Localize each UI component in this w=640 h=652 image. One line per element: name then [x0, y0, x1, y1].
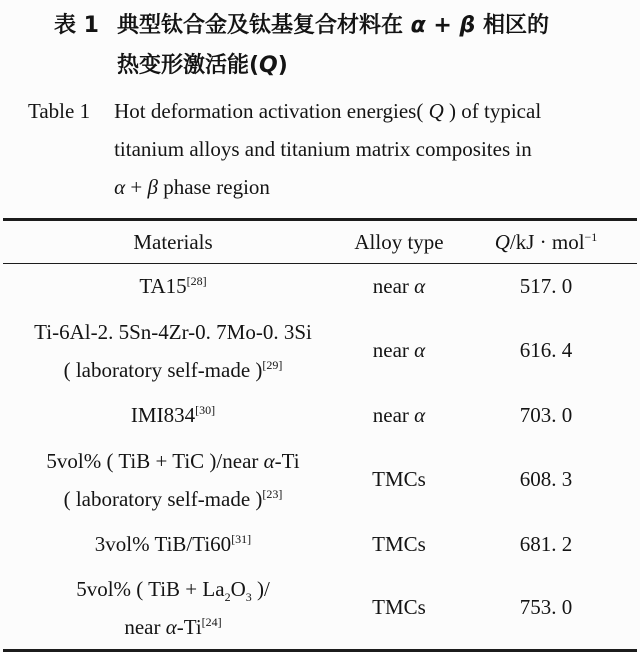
header-row [3, 220, 637, 264]
q-value-cell: 608. 3 [519, 467, 573, 491]
caption-zh-line2: 热变形激活能(Q) [116, 53, 288, 78]
q-value-cell: 681. 2 [519, 531, 573, 556]
q-value-cell: 753. 0 [519, 595, 573, 620]
activation-energy-table [3, 218, 637, 652]
material-line: TA15[28] [139, 274, 207, 299]
materials-cell [3, 393, 343, 438]
material-line: 5vol% ( TiB + TiC )/near α-Ti [46, 448, 300, 473]
table-row [3, 393, 637, 438]
q-value-cell: 616. 4 [519, 338, 573, 362]
table-body [3, 264, 637, 651]
caption-en-line1: Hot deformation activation energies( Q ) of typical [114, 99, 542, 123]
material-line: near α-Ti[24] [124, 614, 222, 639]
materials-cell [3, 438, 343, 522]
material-line: Ti-6Al-2. 5Sn-4Zr-0. 7Mo-0. 3Si [34, 319, 312, 344]
table-row [3, 309, 637, 393]
alloy-type-cell: near α [372, 402, 426, 427]
q-value-cell: 517. 0 [519, 273, 573, 298]
caption-en-line3: α + β phase region [114, 175, 270, 199]
table-row [3, 264, 637, 309]
material-line: 3vol% TiB/Ti60[31] [94, 532, 252, 556]
alloy-type-cell: TMCs [372, 531, 426, 556]
materials-cell [3, 522, 343, 567]
table-row [3, 522, 637, 567]
alloy-type-cell: TMCs [372, 595, 426, 620]
col-header-q: Q/kJ · mol$^{-1}$ [494, 229, 598, 254]
caption-zh-label: 表 1 [54, 13, 99, 38]
alloy-type-cell: near α [372, 338, 426, 362]
alloy-type-cell: near α [372, 273, 426, 298]
table-head [3, 220, 637, 264]
q-value-cell: 703. 0 [519, 402, 573, 427]
alloy-type-cell: TMCs [372, 467, 426, 491]
materials-cell [3, 264, 343, 309]
caption-en-label: Table 1 [28, 99, 91, 123]
col-header-materials: Materials [133, 229, 213, 254]
caption-chinese [54, 6, 640, 86]
table-row [3, 567, 637, 651]
table-row [3, 438, 637, 522]
caption-zh-text [117, 6, 549, 86]
material-line: 5vol% ( TiB + $La_2O_3$ )/ [76, 576, 270, 604]
caption-en-text [114, 92, 541, 206]
material-line: IMI834[30] [130, 403, 216, 427]
caption-en-line2: titanium alloys and titanium matrix composites in [114, 137, 532, 161]
material-line: ( laboratory self-made )[29] [63, 357, 283, 382]
materials-cell [3, 309, 343, 393]
material-line: ( laboratory self-made )[23] [63, 486, 283, 511]
col-header-alloy-type: Alloy type [354, 229, 444, 254]
caption-zh-line1: 典型钛合金及钛基复合材料在 α + β 相区的 [116, 13, 549, 38]
caption-english [28, 92, 640, 206]
materials-cell [3, 567, 343, 651]
